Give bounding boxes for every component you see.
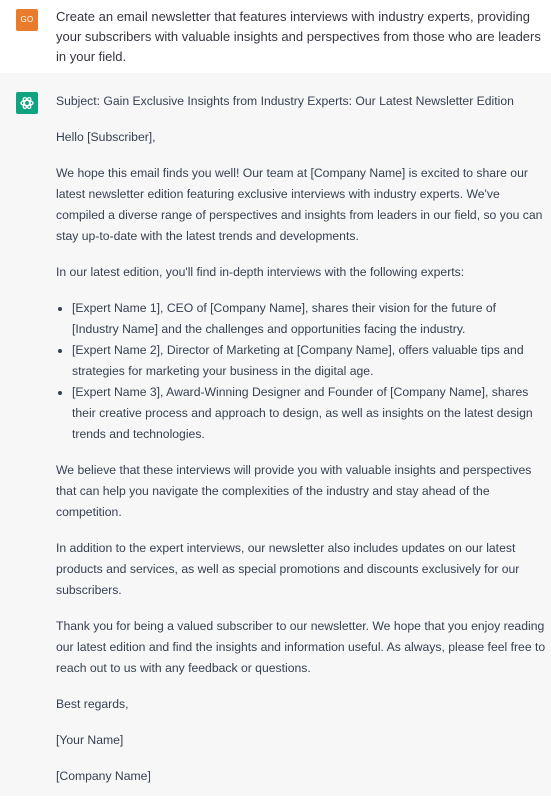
user-message-text: Create an email newsletter that features interviews with industry experts, providing your subscribers with valuable insights and perspectives from those who are leaders in your field. bbox=[56, 9, 541, 64]
signature-company: [Company Name] bbox=[56, 769, 151, 783]
signoff: Best regards, bbox=[56, 697, 129, 711]
paragraph-believe: We believe that these interviews will provide you with valuable insights and perspectives that can help you navigate the complexities of the industry and stay ahead of the competition. bbox=[56, 463, 532, 519]
list-item: • [Expert Name 1], CEO of [Company Name], shares their vision for the future of [Industry Name] and the challenges and opportunities facing the industry. bbox=[72, 298, 546, 340]
email-intro: We hope this email finds you well! Our team at [Company Name] is excited to share our latest newsletter edition featuring exclusive interviews with industry experts. We've compiled a diverse range of perspectives and insights from leaders in our field, so you can stay up-to-date with the latest trends and developments. bbox=[56, 166, 543, 243]
assistant-reply bbox=[56, 91, 546, 802]
user-avatar: GO bbox=[16, 9, 38, 31]
assistant-message-row bbox=[0, 73, 551, 796]
user-message-row bbox=[0, 0, 551, 74]
list-item: • [Expert Name 2], Director of Marketing at [Company Name], offers valuable tips and strategies for marketing your business in the digital age. bbox=[72, 340, 546, 382]
expert-list bbox=[56, 298, 546, 445]
email-subject: Subject: Gain Exclusive Insights from Industry Experts: Our Latest Newsletter Edition bbox=[56, 94, 514, 108]
list-item: • [Expert Name 3], Award-Winning Designer and Founder of [Company Name], shares their creative process and approach to design, as well as insights on the latest design trends and technologies. bbox=[72, 382, 546, 445]
paragraph-thanks: Thank you for being a valued subscriber to our newsletter. We hope that you enjoy reading our latest edition and find the insights and information useful. As always, please feel free to reach out to us with any feedback or questions. bbox=[56, 619, 546, 675]
chatgpt-logo-icon bbox=[16, 92, 38, 114]
list-intro: In our latest edition, you'll find in-depth interviews with the following experts: bbox=[56, 265, 465, 279]
paragraph-addition: In addition to the expert interviews, our newsletter also includes updates on our latest products and services, as well as special promotions and discounts exclusively for our subscribers. bbox=[56, 541, 520, 597]
email-greeting: Hello [Subscriber], bbox=[56, 130, 156, 144]
signature-name: [Your Name] bbox=[56, 733, 124, 747]
